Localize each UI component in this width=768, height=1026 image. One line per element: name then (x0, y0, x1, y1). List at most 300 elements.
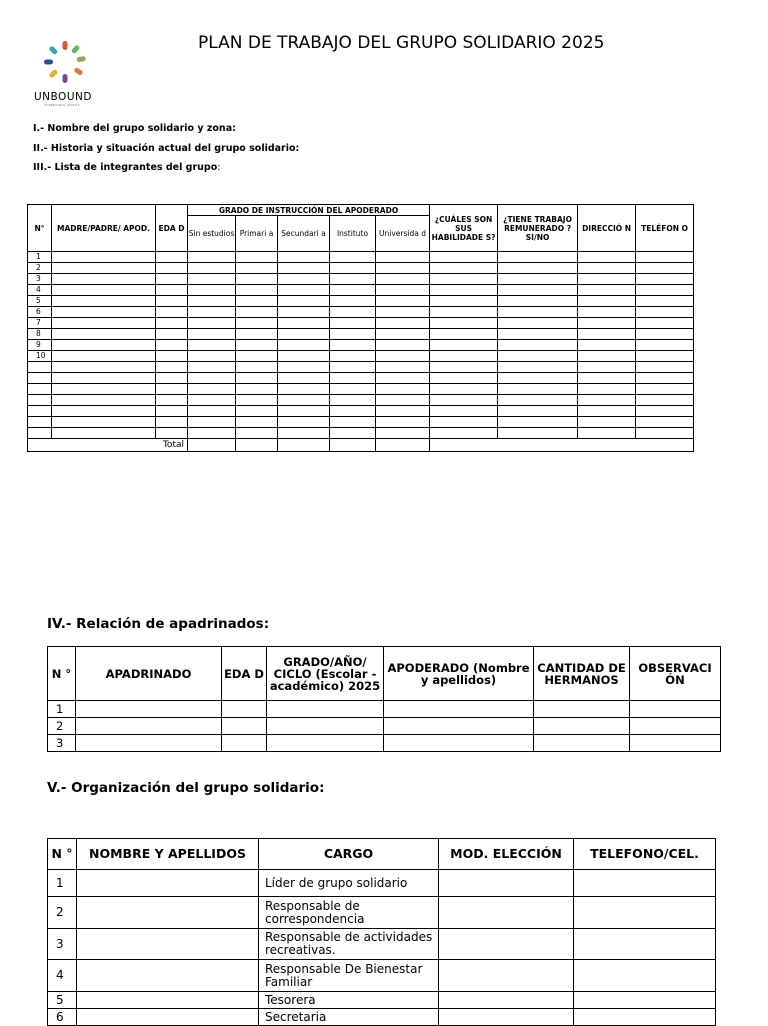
table-cell (376, 274, 430, 285)
table-cell (498, 351, 578, 362)
table-cell (278, 252, 330, 263)
logo-petal (73, 67, 83, 76)
row-number: 8 (28, 329, 52, 340)
table-cell (574, 870, 716, 897)
table-row (28, 362, 694, 373)
cargo-cell: Secretaria (259, 1009, 439, 1026)
table-cell (376, 263, 430, 274)
table-cell (330, 417, 376, 428)
t3-header-2: CARGO (259, 839, 439, 870)
section-v-heading: V.- Organización del grupo solidario: (47, 780, 325, 796)
table-row (48, 735, 721, 752)
table-cell (52, 318, 156, 329)
table-cell (278, 428, 330, 439)
section-iii-colon: : (217, 162, 221, 173)
table-cell (278, 274, 330, 285)
row-number (28, 373, 52, 384)
table-cell (578, 384, 636, 395)
table-cell (376, 384, 430, 395)
table-cell (52, 340, 156, 351)
table-cell (52, 384, 156, 395)
table-cell (76, 735, 222, 752)
row-number (28, 428, 52, 439)
table-cell (52, 406, 156, 417)
row-number: 5 (48, 992, 77, 1009)
table-cell (236, 395, 278, 406)
table-cell (222, 718, 267, 735)
table-cell (376, 362, 430, 373)
table-cell (384, 735, 534, 752)
table-cell (156, 329, 188, 340)
table-cell (278, 307, 330, 318)
table-cell (636, 307, 694, 318)
t2-header-0: N ° (48, 647, 76, 701)
table-row (28, 274, 694, 285)
table-row (28, 428, 694, 439)
t3-header-4: TELEFONO/CEL. (574, 839, 716, 870)
table-cell (578, 362, 636, 373)
table-cell (278, 296, 330, 307)
row-number: 2 (48, 897, 77, 929)
table-cell (156, 395, 188, 406)
table-cell (156, 285, 188, 296)
table-cell (578, 417, 636, 428)
table-cell (636, 406, 694, 417)
table-cell (636, 417, 694, 428)
table-cell (188, 362, 236, 373)
table-cell (430, 296, 498, 307)
table-cell (376, 351, 430, 362)
table-row (28, 329, 694, 340)
table-cell (636, 263, 694, 274)
table-cell (498, 373, 578, 384)
table-cell (77, 1009, 259, 1026)
table-cell (330, 307, 376, 318)
table-cell (156, 362, 188, 373)
logo-petal (63, 74, 68, 83)
table-cell (188, 428, 236, 439)
total-cell (330, 439, 376, 452)
table-row (48, 960, 716, 992)
table-cell (498, 318, 578, 329)
table-cell (330, 296, 376, 307)
table-cell (156, 274, 188, 285)
table-cell (498, 406, 578, 417)
table-cell (236, 373, 278, 384)
table-cell (439, 929, 574, 960)
table-cell (578, 285, 636, 296)
row-number (28, 362, 52, 373)
row-number: 1 (28, 252, 52, 263)
table-cell (578, 296, 636, 307)
col-education-1: Primari a (236, 216, 278, 252)
logo-petal (44, 60, 53, 65)
table-cell (430, 263, 498, 274)
table-cell (636, 395, 694, 406)
table-cell (330, 351, 376, 362)
row-number: 1 (48, 870, 77, 897)
table-cell (330, 263, 376, 274)
table-cell (430, 351, 498, 362)
table-cell (330, 362, 376, 373)
row-number: 6 (48, 1009, 77, 1026)
table-cell (236, 340, 278, 351)
table-cell (278, 417, 330, 428)
table-cell (188, 406, 236, 417)
table-cell (498, 417, 578, 428)
table-cell (376, 307, 430, 318)
table-row (28, 406, 694, 417)
table-cell (188, 263, 236, 274)
table-cell (498, 252, 578, 263)
table-cell (636, 351, 694, 362)
table-cell (636, 296, 694, 307)
col-no: N° (28, 205, 52, 252)
table-cell (52, 285, 156, 296)
total-cell (278, 439, 330, 452)
table-cell (188, 285, 236, 296)
col-work: ¿TIENE TRABAJO REMUNERADO ? SI/NO (498, 205, 578, 252)
row-number: 7 (28, 318, 52, 329)
total-cell (376, 439, 430, 452)
table-cell (578, 428, 636, 439)
table-cell (330, 274, 376, 285)
table-row (28, 318, 694, 329)
row-number (28, 384, 52, 395)
table-cell (430, 307, 498, 318)
t3-header-0: N ° (48, 839, 77, 870)
table-cell (330, 373, 376, 384)
table-row (48, 897, 716, 929)
table-cell (574, 929, 716, 960)
table-cell (330, 340, 376, 351)
table-cell (278, 373, 330, 384)
table-cell (498, 395, 578, 406)
logo-petal (63, 41, 68, 50)
table-row (28, 296, 694, 307)
table-row (48, 870, 716, 897)
table-cell (236, 263, 278, 274)
table-row (48, 701, 721, 718)
table-cell (578, 351, 636, 362)
table-cell (630, 735, 721, 752)
table-row (48, 929, 716, 960)
table-cell (278, 340, 330, 351)
table-cell (156, 252, 188, 263)
table-cell (630, 701, 721, 718)
table-cell (376, 417, 430, 428)
table-cell (574, 992, 716, 1009)
table-cell (156, 384, 188, 395)
table-cell (222, 735, 267, 752)
t2-header-6: OBSERVACI ÓN (630, 647, 721, 701)
table-cell (574, 960, 716, 992)
table-cell (156, 417, 188, 428)
table-cell (236, 428, 278, 439)
table-cell (498, 340, 578, 351)
row-number: 1 (48, 701, 76, 718)
table-row (28, 307, 694, 318)
table-cell (636, 329, 694, 340)
col-education-0: Sin estudios (188, 216, 236, 252)
table-cell (376, 329, 430, 340)
unbound-logo (38, 36, 98, 86)
table-cell (52, 263, 156, 274)
cargo-cell: Responsable De Bienestar Familiar (259, 960, 439, 992)
table-row (28, 395, 694, 406)
logo-petal (48, 45, 58, 55)
table-cell (267, 701, 384, 718)
table-cell (236, 274, 278, 285)
t2-header-5: CANTIDAD DE HERMANOS (534, 647, 630, 701)
table-cell (77, 960, 259, 992)
table-cell (278, 406, 330, 417)
row-number: 2 (28, 263, 52, 274)
table-cell (498, 307, 578, 318)
organization-table (47, 838, 716, 1026)
cargo-cell: Responsable de correspondencia (259, 897, 439, 929)
t2-header-4: APODERADO (Nombre y apellidos) (384, 647, 534, 701)
table-cell (52, 296, 156, 307)
table-cell (278, 329, 330, 340)
row-number: 4 (48, 960, 77, 992)
table-cell (236, 285, 278, 296)
table-cell (156, 307, 188, 318)
table-cell (578, 274, 636, 285)
col-education-2: Secundari a (278, 216, 330, 252)
table-cell (188, 395, 236, 406)
table-cell (430, 274, 498, 285)
table-cell (77, 870, 259, 897)
table-cell (498, 274, 578, 285)
table-cell (330, 252, 376, 263)
table-cell (636, 384, 694, 395)
row-number: 9 (28, 340, 52, 351)
brand-tagline: SUPERANDO JUNTOS (44, 103, 80, 107)
table-cell (636, 373, 694, 384)
total-label: Total (28, 439, 188, 452)
logo-petal (48, 69, 58, 79)
table-cell (188, 329, 236, 340)
table-cell (498, 428, 578, 439)
section-ii-label: II.- Historia y situación actual del grupo solidario: (33, 143, 300, 154)
table-cell (578, 373, 636, 384)
logo-petal (76, 56, 86, 62)
table-cell (578, 340, 636, 351)
table-cell (156, 318, 188, 329)
col-group-education: GRADO DE INSTRUCCIÓN DEL APODERADO (188, 205, 430, 216)
table-cell (156, 263, 188, 274)
logo-petal (71, 44, 81, 54)
table-cell (574, 897, 716, 929)
table-cell (636, 428, 694, 439)
table-cell (278, 351, 330, 362)
table-cell (430, 417, 498, 428)
table-cell (430, 373, 498, 384)
table-cell (236, 384, 278, 395)
total-cell (236, 439, 278, 452)
table-cell (330, 428, 376, 439)
table-cell (236, 406, 278, 417)
table-cell (267, 718, 384, 735)
table-cell (188, 307, 236, 318)
table-cell (430, 329, 498, 340)
col-education-4: Universida d (376, 216, 430, 252)
table-cell (52, 395, 156, 406)
table-cell (578, 318, 636, 329)
total-cell (430, 439, 694, 452)
table-cell (376, 406, 430, 417)
row-number: 10 (28, 351, 52, 362)
table-cell (636, 340, 694, 351)
table-cell (534, 701, 630, 718)
table-cell (439, 960, 574, 992)
table-cell (330, 329, 376, 340)
row-number (28, 406, 52, 417)
table-cell (376, 296, 430, 307)
table-cell (156, 340, 188, 351)
row-number (28, 417, 52, 428)
row-number: 2 (48, 718, 76, 735)
t2-header-2: EDA D (222, 647, 267, 701)
table-cell (77, 992, 259, 1009)
table-cell (498, 329, 578, 340)
table-cell (278, 395, 330, 406)
table-cell (52, 351, 156, 362)
table-cell (236, 252, 278, 263)
table-cell (188, 417, 236, 428)
table-cell (278, 318, 330, 329)
table-cell (534, 735, 630, 752)
table-cell (439, 1009, 574, 1026)
table-cell (376, 252, 430, 263)
table-cell (498, 296, 578, 307)
table-cell (330, 395, 376, 406)
table-cell (578, 307, 636, 318)
table-cell (236, 351, 278, 362)
table-cell (439, 992, 574, 1009)
table-cell (578, 252, 636, 263)
document-title: PLAN DE TRABAJO DEL GRUPO SOLIDARIO 2025 (198, 33, 605, 53)
total-row (28, 439, 694, 452)
col-address: DIRECCIÓ N (578, 205, 636, 252)
table-cell (156, 428, 188, 439)
col-age: EDA D (156, 205, 188, 252)
row-number: 6 (28, 307, 52, 318)
row-number (28, 395, 52, 406)
cargo-cell: Responsable de actividades recreativas. (259, 929, 439, 960)
table-cell (156, 351, 188, 362)
table-row (28, 285, 694, 296)
table-cell (498, 285, 578, 296)
section-i-label: I.- Nombre del grupo solidario y zona: (33, 123, 236, 134)
table-cell (236, 329, 278, 340)
table-cell (636, 274, 694, 285)
table-cell (236, 417, 278, 428)
table-cell (376, 395, 430, 406)
table-row (48, 718, 721, 735)
table-cell (188, 252, 236, 263)
table-cell (376, 285, 430, 296)
table-row (48, 992, 716, 1009)
table-cell (278, 384, 330, 395)
table-cell (188, 351, 236, 362)
table-cell (376, 340, 430, 351)
table-row (28, 384, 694, 395)
table-cell (498, 384, 578, 395)
table-cell (578, 263, 636, 274)
t2-header-1: APADRINADO (76, 647, 222, 701)
table-cell (439, 870, 574, 897)
table-cell (278, 263, 330, 274)
t2-header-3: GRADO/AÑO/ CICLO (Escolar - académico) 2025 (267, 647, 384, 701)
table-cell (330, 285, 376, 296)
table-row (28, 263, 694, 274)
row-number: 3 (48, 929, 77, 960)
cargo-cell: Tesorera (259, 992, 439, 1009)
table-cell (156, 406, 188, 417)
table-cell (498, 263, 578, 274)
table-cell (430, 285, 498, 296)
table-cell (430, 252, 498, 263)
section-iii-label (33, 162, 220, 173)
table-row (28, 417, 694, 428)
table-cell (188, 384, 236, 395)
table-cell (267, 735, 384, 752)
table-cell (430, 384, 498, 395)
table-cell (636, 362, 694, 373)
t3-header-1: NOMBRE Y APELLIDOS (77, 839, 259, 870)
table-cell (534, 718, 630, 735)
t3-header-3: MOD. ELECCIÓN (439, 839, 574, 870)
table-cell (430, 428, 498, 439)
table-cell (156, 296, 188, 307)
table-cell (574, 1009, 716, 1026)
table-cell (188, 274, 236, 285)
table-cell (578, 395, 636, 406)
table-cell (376, 428, 430, 439)
table-cell (188, 373, 236, 384)
table-cell (52, 329, 156, 340)
table-cell (77, 929, 259, 960)
table-cell (578, 329, 636, 340)
table-row (28, 252, 694, 263)
table-cell (430, 395, 498, 406)
table-cell (636, 285, 694, 296)
table-cell (188, 340, 236, 351)
table-cell (636, 318, 694, 329)
table-cell (636, 252, 694, 263)
row-number: 5 (28, 296, 52, 307)
col-phone: TELÉFON O (636, 205, 694, 252)
table-cell (439, 897, 574, 929)
table-cell (278, 285, 330, 296)
table-cell (330, 318, 376, 329)
table-cell (236, 307, 278, 318)
table-cell (578, 406, 636, 417)
table-row (28, 351, 694, 362)
table-cell (384, 701, 534, 718)
table-cell (430, 340, 498, 351)
col-education-3: Instituto (330, 216, 376, 252)
table-cell (52, 274, 156, 285)
section-iii-text: III.- Lista de integrantes del grupo (33, 162, 218, 173)
table-cell (52, 307, 156, 318)
table-cell (236, 318, 278, 329)
table-cell (430, 406, 498, 417)
row-number: 4 (28, 285, 52, 296)
table-cell (376, 373, 430, 384)
